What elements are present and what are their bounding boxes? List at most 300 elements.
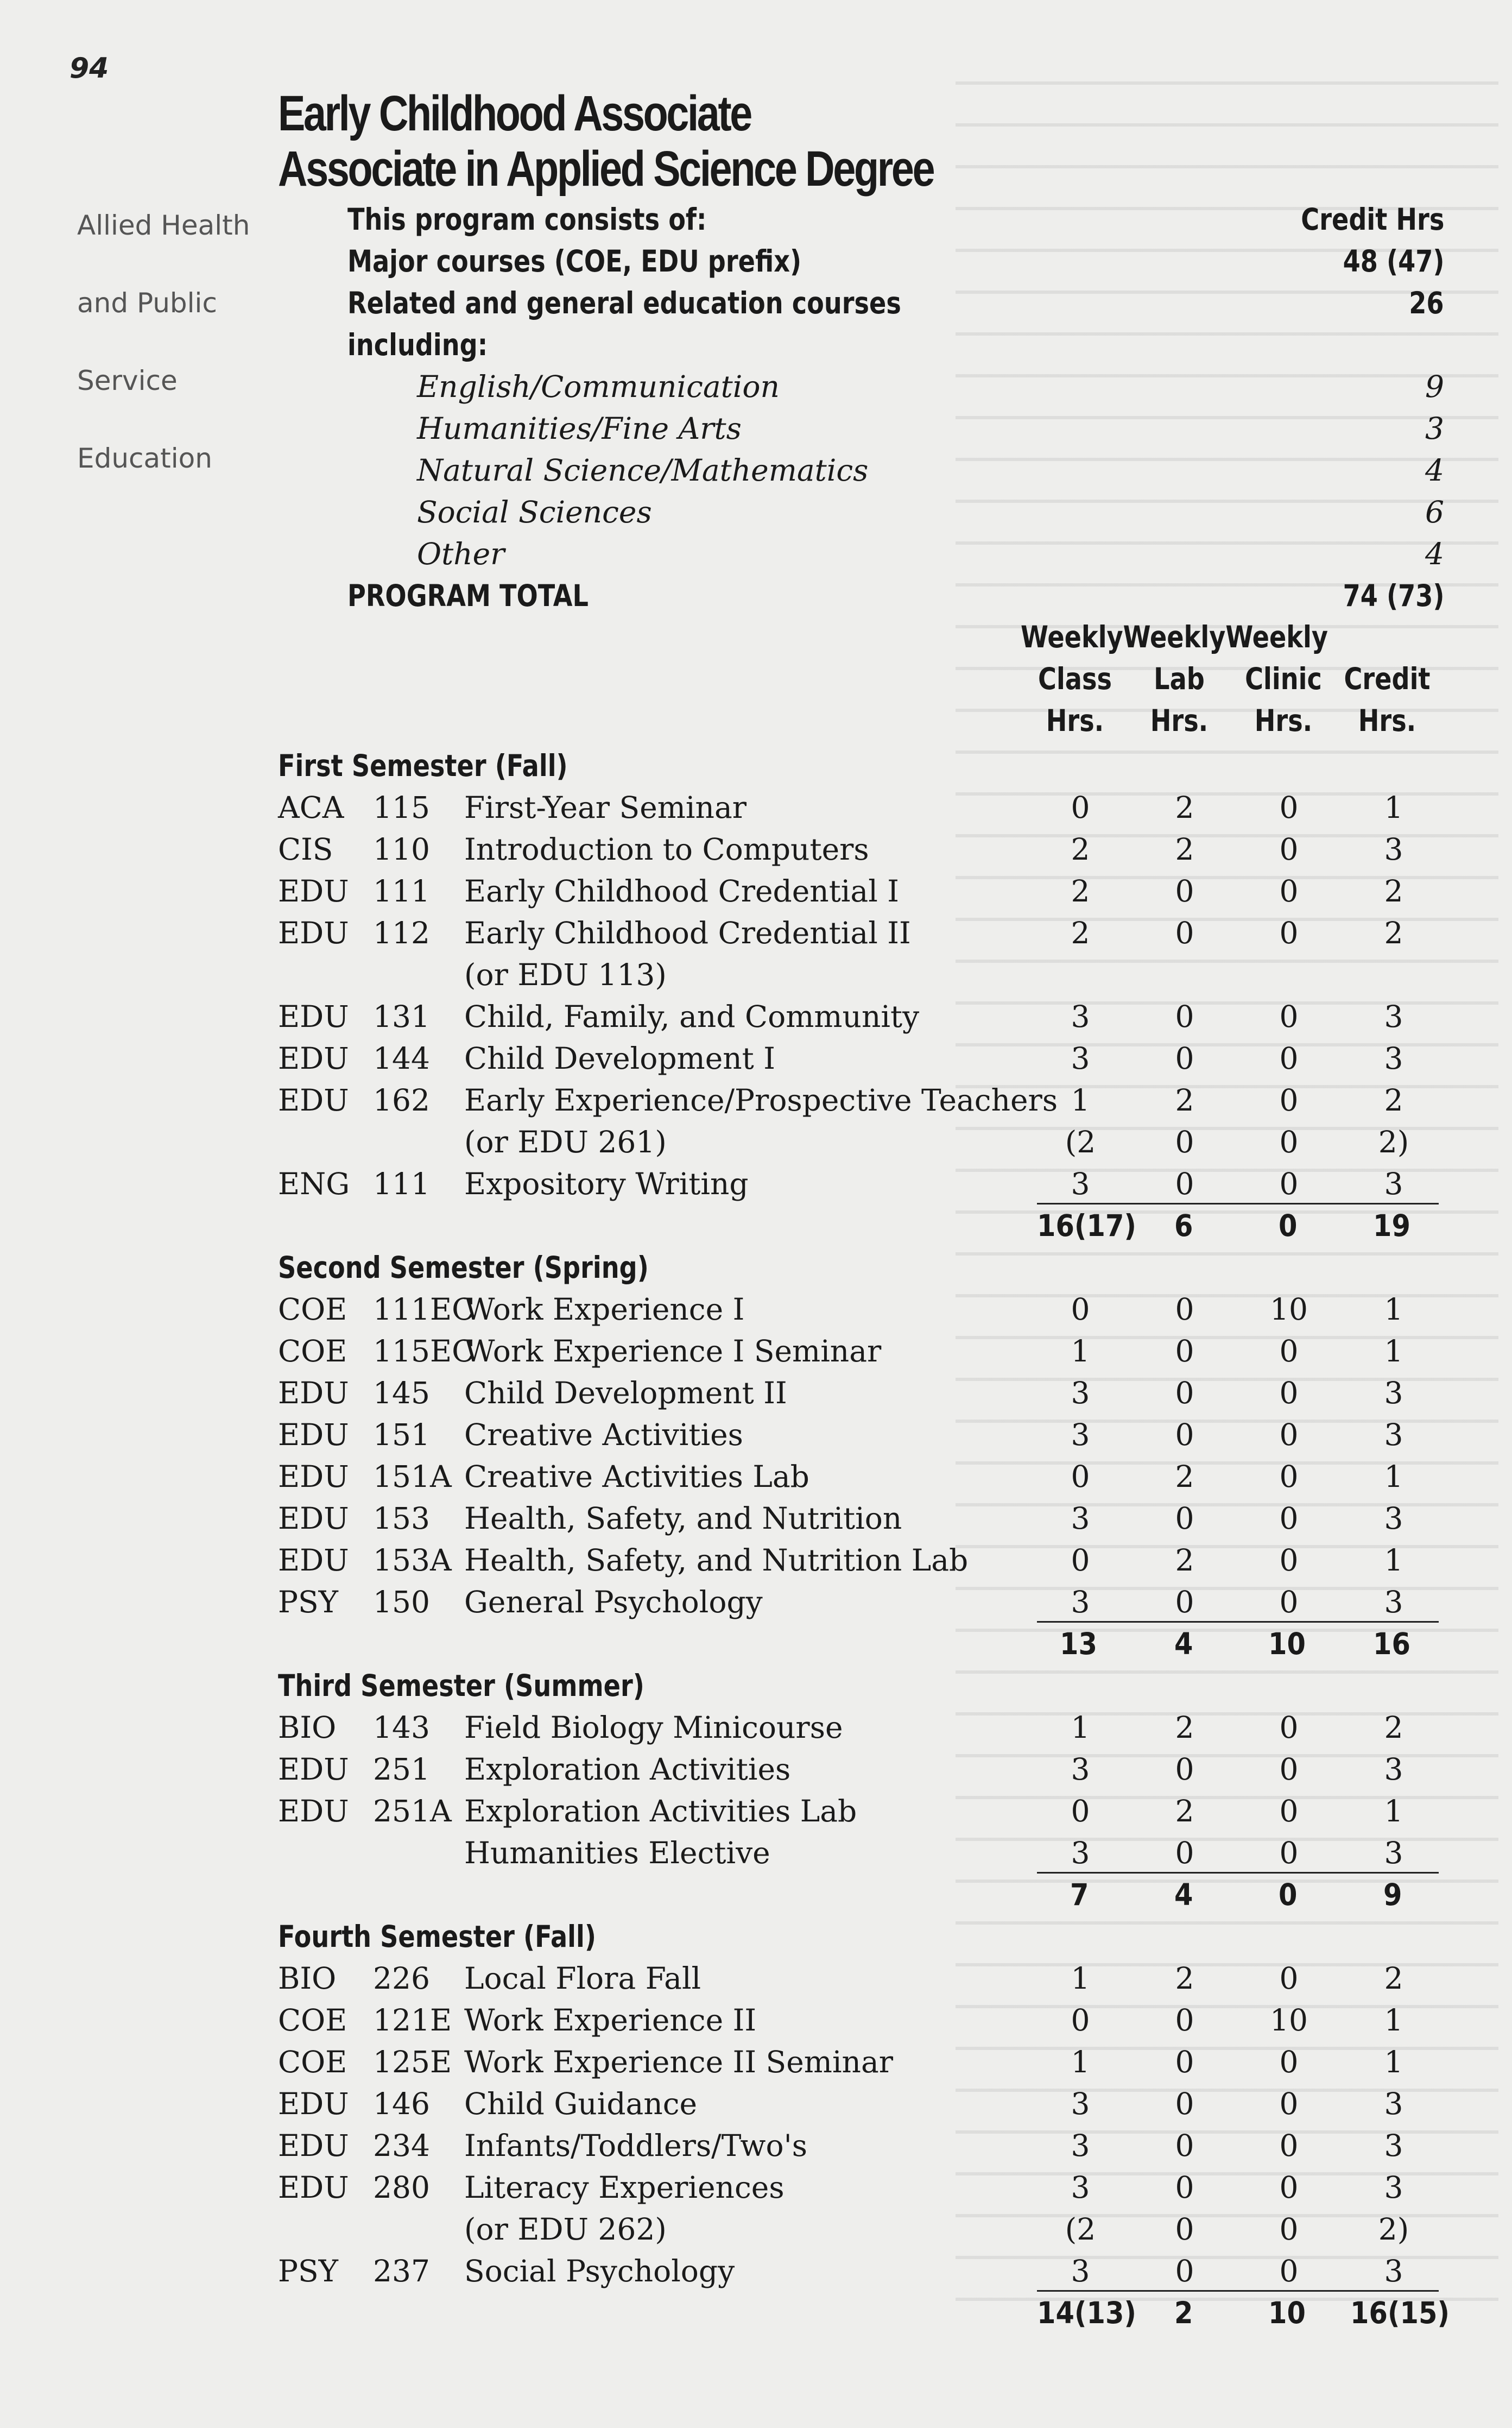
- total-class-hrs-value: 14(13): [1037, 2295, 1137, 2330]
- course-number: 251A: [373, 1794, 452, 1828]
- class-hrs: 1: [1071, 1083, 1090, 1118]
- lab-hrs: 2: [1175, 1794, 1194, 1828]
- class-hrs: 2: [1071, 832, 1090, 867]
- lab-hrs: 0: [1175, 2128, 1194, 2163]
- page-number: 94: [69, 52, 109, 85]
- course-row: [278, 1498, 1462, 1540]
- lab-hrs: 2: [1175, 1710, 1194, 1745]
- clinic-hrs-header: Hrs.: [1254, 703, 1313, 738]
- course-number: 153: [373, 1501, 430, 1536]
- class-hrs: 0: [1071, 1459, 1090, 1494]
- total-class-hrs: [1037, 2292, 1137, 2334]
- course-prefix: PSY: [278, 1585, 338, 1619]
- total-clinic-hrs: [1245, 2292, 1332, 2334]
- including-label: including:: [347, 327, 488, 362]
- credit-hrs: 2: [1384, 1961, 1403, 1996]
- class-hrs: 3: [1071, 1166, 1090, 1201]
- column-header-row-3: [1021, 700, 1444, 742]
- course-title: First-Year Seminar: [464, 790, 747, 825]
- course-number: 111: [373, 874, 430, 909]
- semester-block: [278, 1665, 1462, 1916]
- course-title: Work Experience II Seminar: [464, 2045, 894, 2079]
- category-label: Social Sciences: [417, 495, 652, 529]
- total-lab-hrs-value: 4: [1174, 1877, 1193, 1912]
- category-value: 6: [1425, 495, 1444, 529]
- course-row: [278, 1707, 1462, 1749]
- course-number: 251: [373, 1752, 430, 1787]
- credit-hrs: 3: [1384, 2128, 1403, 2163]
- title-line-2: Associate in Applied Science Degree: [278, 141, 934, 197]
- course-prefix: BIO: [278, 1961, 337, 1996]
- course-row: [278, 1414, 1462, 1456]
- total-clinic-hrs-value: 0: [1278, 1208, 1298, 1243]
- clinic-hrs: 0: [1279, 1752, 1299, 1787]
- course-row: [278, 2041, 1462, 2083]
- class-hrs: (2: [1065, 1125, 1096, 1159]
- class-hrs: 3: [1071, 2170, 1090, 2205]
- summary-including-row: [347, 324, 1444, 366]
- program-total-label: PROGRAM TOTAL: [347, 578, 589, 613]
- total-credit-hrs-value: 16: [1372, 1626, 1410, 1661]
- semester-totals-row: [278, 1623, 1462, 1665]
- clinic-hrs: 0: [1279, 1585, 1299, 1619]
- clinic-hrs: 0: [1279, 1041, 1299, 1076]
- course-row: [278, 996, 1462, 1038]
- clinic-hrs: 0: [1279, 1125, 1299, 1159]
- course-number: 112: [373, 916, 430, 950]
- course-title: Early Childhood Credential I: [464, 874, 899, 909]
- course-prefix: EDU: [278, 1041, 349, 1076]
- course-number: 125E: [373, 2045, 452, 2079]
- clinic-hrs: 0: [1279, 2212, 1299, 2247]
- totals-rule: [1037, 1621, 1439, 1623]
- section-sidebar: [77, 187, 250, 497]
- total-clinic-hrs: [1245, 1874, 1332, 1916]
- course-prefix: EDU: [278, 2086, 349, 2121]
- summary-major-row: [347, 241, 1444, 282]
- course-prefix: PSY: [278, 2254, 338, 2288]
- lab-hrs: 0: [1175, 1752, 1194, 1787]
- class-hrs: 3: [1071, 1501, 1090, 1536]
- course-number: 131: [373, 999, 430, 1034]
- total-class-hrs-value: 13: [1059, 1626, 1097, 1661]
- class-hrs: 3: [1071, 2128, 1090, 2163]
- credit-hrs: 3: [1384, 1417, 1403, 1452]
- course-title: Creative Activities Lab: [464, 1459, 809, 1494]
- class-hrs: 3: [1071, 1376, 1090, 1410]
- credit-hrs: 2: [1384, 874, 1403, 909]
- course-title: Field Biology Minicourse: [464, 1710, 843, 1745]
- credit-hrs: 3: [1384, 832, 1403, 867]
- course-title: Early Experience/Prospective Teachers: [464, 1083, 1058, 1118]
- clinic-hrs: 0: [1279, 790, 1299, 825]
- total-clinic-hrs: [1245, 1623, 1332, 1665]
- class-hrs: 1: [1071, 1961, 1090, 1996]
- category-value: 3: [1425, 411, 1444, 446]
- course-title: Humanities Elective: [464, 1836, 770, 1870]
- course-row: [278, 2125, 1462, 2167]
- course-row: [278, 2083, 1462, 2125]
- clinic-hrs: 0: [1279, 2045, 1299, 2079]
- course-prefix: COE: [278, 1334, 347, 1368]
- credit-hrs: 1: [1384, 1334, 1403, 1368]
- category-row: [347, 450, 1444, 491]
- class-hrs: 0: [1071, 1543, 1090, 1578]
- clinic-hrs: 0: [1279, 2086, 1299, 2121]
- total-class-hrs: [1037, 1205, 1137, 1247]
- course-number: 150: [373, 1585, 430, 1619]
- summary-intro-row: [347, 199, 1444, 241]
- course-prefix: COE: [278, 2003, 347, 2038]
- weekly-header: WeeklyWeeklyWeekly: [1021, 620, 1328, 654]
- clinic-hrs: 0: [1279, 2170, 1299, 2205]
- course-title: Work Experience I Seminar: [464, 1334, 882, 1368]
- course-title: Creative Activities: [464, 1417, 743, 1452]
- course-prefix: ACA: [278, 790, 344, 825]
- course-row: [278, 2167, 1462, 2209]
- course-row: [278, 829, 1462, 871]
- course-row: [278, 1790, 1462, 1832]
- course-prefix: EDU: [278, 1376, 349, 1410]
- course-number: 234: [373, 2128, 430, 2163]
- lab-hrs: 0: [1175, 916, 1194, 950]
- clinic-hrs: 0: [1279, 1166, 1299, 1201]
- credit-hrs-header: Credit Hrs: [1300, 202, 1444, 237]
- class-hrs: 2: [1071, 916, 1090, 950]
- total-credit-hrs: [1350, 2292, 1450, 2334]
- clinic-hrs: 0: [1279, 1501, 1299, 1536]
- total-credit-hrs-value: 9: [1383, 1877, 1402, 1912]
- clinic-hrs: 0: [1279, 1083, 1299, 1118]
- sidebar-line: Allied Health: [77, 210, 250, 241]
- total-class-hrs-value: 7: [1070, 1877, 1089, 1912]
- class-hrs: 2: [1071, 874, 1090, 909]
- total-class-hrs: [1037, 1623, 1124, 1665]
- class-hrs: 0: [1071, 790, 1090, 825]
- total-credit-hrs-value: 16(15): [1350, 2295, 1450, 2330]
- total-credit-hrs: [1350, 1205, 1437, 1247]
- program-total-row: [347, 575, 1444, 617]
- clinic-hrs: 0: [1279, 1334, 1299, 1368]
- lab-header: Lab: [1154, 661, 1205, 696]
- class-hrs: 3: [1071, 2254, 1090, 2288]
- total-credit-hrs: [1350, 1623, 1437, 1665]
- class-hrs: 1: [1071, 2045, 1090, 2079]
- course-row: [278, 1958, 1462, 2000]
- category-row: [347, 408, 1444, 450]
- major-value: 48 (47): [1343, 244, 1444, 279]
- clinic-hrs: 10: [1270, 2003, 1308, 2038]
- course-row: [278, 1330, 1462, 1372]
- total-credit-hrs-value: 19: [1372, 1208, 1410, 1243]
- clinic-hrs: 0: [1279, 999, 1299, 1034]
- clinic-hrs: 0: [1279, 1459, 1299, 1494]
- lab-hrs: 0: [1175, 1501, 1194, 1536]
- semester-block: [278, 1247, 1462, 1665]
- course-number: 144: [373, 1041, 430, 1076]
- total-lab-hrs: [1141, 2292, 1228, 2334]
- class-hrs: 0: [1071, 1292, 1090, 1327]
- credit-hrs: 1: [1384, 2003, 1403, 2038]
- total-clinic-hrs-value: 10: [1268, 2295, 1306, 2330]
- course-title: Health, Safety, and Nutrition Lab: [464, 1543, 969, 1578]
- clinic-header: Clinic: [1245, 661, 1322, 696]
- clinic-hrs: 0: [1279, 1417, 1299, 1452]
- course-prefix: EDU: [278, 1417, 349, 1452]
- course-row: [278, 1540, 1462, 1581]
- class-hrs: 0: [1071, 2003, 1090, 2038]
- course-prefix: EDU: [278, 999, 349, 1034]
- course-number: 153A: [373, 1543, 452, 1578]
- class-hrs: 1: [1071, 1710, 1090, 1745]
- lab-hrs: 0: [1175, 2254, 1194, 2288]
- credit-hrs: 2: [1384, 1083, 1403, 1118]
- summary-related-row: [347, 282, 1444, 324]
- course-prefix: EDU: [278, 1543, 349, 1578]
- course-row: [278, 1456, 1462, 1498]
- lab-hrs: 0: [1175, 2086, 1194, 2121]
- credit-hrs: 3: [1384, 2170, 1403, 2205]
- credit-hrs-col-header: Hrs.: [1358, 703, 1416, 738]
- column-header-row-2: [1021, 658, 1444, 700]
- semester-title: [278, 745, 1462, 787]
- total-lab-hrs-value: 6: [1174, 1208, 1193, 1243]
- course-row: [278, 912, 1462, 954]
- lab-hrs: 2: [1175, 1459, 1194, 1494]
- sidebar-line: and Public: [77, 287, 217, 319]
- total-lab-hrs: [1141, 1205, 1228, 1247]
- course-title: Literacy Experiences: [464, 2170, 785, 2205]
- total-credit-hrs: [1350, 1874, 1437, 1916]
- course-row: [278, 1372, 1462, 1414]
- program-total-value: 74 (73): [1343, 578, 1444, 613]
- course-number: 280: [373, 2170, 430, 2205]
- course-title: Introduction to Computers: [464, 832, 869, 867]
- course-row: [278, 1163, 1462, 1205]
- credit-hrs: 3: [1384, 1041, 1403, 1076]
- lab-hrs: 2: [1175, 832, 1194, 867]
- sidebar-line: Education: [77, 443, 212, 474]
- total-class-hrs: [1037, 1874, 1124, 1916]
- column-headers: [1021, 616, 1444, 742]
- credit-hrs: 1: [1384, 1459, 1403, 1494]
- course-number: 151A: [373, 1459, 452, 1494]
- credit-hrs: 3: [1384, 1752, 1403, 1787]
- class-hrs: 3: [1071, 1585, 1090, 1619]
- course-number: 145: [373, 1376, 430, 1410]
- semester-title: [278, 1916, 1462, 1958]
- major-label: Major courses (COE, EDU prefix): [347, 244, 802, 279]
- category-label: Humanities/Fine Arts: [417, 411, 742, 446]
- summary-intro: This program consists of:: [347, 202, 707, 237]
- clinic-hrs: 0: [1279, 1961, 1299, 1996]
- category-value: 9: [1425, 369, 1444, 404]
- credit-hrs: 3: [1384, 999, 1403, 1034]
- class-hrs: 3: [1071, 999, 1090, 1034]
- course-row: [278, 787, 1462, 829]
- course-prefix: EDU: [278, 1794, 349, 1828]
- sidebar-line: Service: [77, 365, 178, 396]
- class-hrs: 3: [1071, 1752, 1090, 1787]
- lab-hrs: 2: [1175, 1543, 1194, 1578]
- clinic-hrs: 0: [1279, 874, 1299, 909]
- course-title: (or EDU 261): [464, 1125, 667, 1159]
- course-row: [278, 1038, 1462, 1080]
- credit-hrs: 1: [1384, 1292, 1403, 1327]
- lab-hrs: 0: [1175, 1125, 1194, 1159]
- course-row: [278, 871, 1462, 912]
- course-title: Expository Writing: [464, 1166, 749, 1201]
- course-row: [278, 1832, 1462, 1874]
- credit-hrs: 3: [1384, 2086, 1403, 2121]
- totals-rule: [1037, 1872, 1439, 1874]
- course-title: Child Development II: [464, 1376, 787, 1410]
- course-prefix: EDU: [278, 2128, 349, 2163]
- semester-title-text: First Semester (Fall): [278, 748, 568, 783]
- category-label: Natural Science/Mathematics: [417, 453, 869, 488]
- title-line-1: Early Childhood Associate: [278, 86, 751, 141]
- clinic-hrs: 0: [1279, 1836, 1299, 1870]
- course-title: Exploration Activities: [464, 1752, 791, 1787]
- course-row: [278, 2209, 1462, 2250]
- clinic-hrs: 0: [1279, 832, 1299, 867]
- course-prefix: EDU: [278, 1459, 349, 1494]
- totals-rule: [1037, 2290, 1439, 2292]
- clinic-hrs: 0: [1279, 1710, 1299, 1745]
- course-title: Infants/Toddlers/Two's: [464, 2128, 807, 2163]
- course-number: 151: [373, 1417, 430, 1452]
- course-schedule: [278, 745, 1462, 2334]
- column-header-row-1: [1021, 616, 1444, 658]
- category-row: [347, 366, 1444, 408]
- course-row: [278, 1581, 1462, 1623]
- lab-hrs: 0: [1175, 1041, 1194, 1076]
- class-hrs: 3: [1071, 2086, 1090, 2121]
- course-prefix: EDU: [278, 1083, 349, 1118]
- related-value: 26: [1409, 286, 1444, 320]
- course-title: Work Experience II: [464, 2003, 757, 2038]
- course-title: (or EDU 262): [464, 2212, 667, 2247]
- category-row: [347, 491, 1444, 533]
- credit-hrs: 2: [1384, 916, 1403, 950]
- semester-block: [278, 745, 1462, 1247]
- lab-hrs: 2: [1175, 1961, 1194, 1996]
- clinic-hrs: 10: [1270, 1292, 1308, 1327]
- course-title: Child Guidance: [464, 2086, 698, 2121]
- course-title: Work Experience I: [464, 1292, 745, 1327]
- semester-totals-row: [278, 1205, 1462, 1247]
- course-number: 162: [373, 1083, 430, 1118]
- course-number: 143: [373, 1710, 430, 1745]
- class-hrs: 0: [1071, 1794, 1090, 1828]
- course-number: 115: [373, 790, 430, 825]
- course-number: 115EC: [373, 1334, 475, 1368]
- course-title: Child Development I: [464, 1041, 775, 1076]
- semester-title-text: Second Semester (Spring): [278, 1250, 649, 1285]
- clinic-hrs: 0: [1279, 2128, 1299, 2163]
- class-hrs: 1: [1071, 1334, 1090, 1368]
- semester-totals-row: [278, 1874, 1462, 1916]
- lab-hrs-header: Hrs.: [1150, 703, 1209, 738]
- class-hrs: (2: [1065, 2212, 1096, 2247]
- lab-hrs: 0: [1175, 2003, 1194, 2038]
- course-prefix: ENG: [278, 1166, 350, 1201]
- lab-hrs: 0: [1175, 1334, 1194, 1368]
- course-title: Local Flora Fall: [464, 1961, 701, 1996]
- course-number: 110: [373, 832, 430, 867]
- related-label: Related and general education courses: [347, 286, 901, 320]
- course-number: 111EC: [373, 1292, 475, 1327]
- totals-rule: [1037, 1203, 1439, 1204]
- course-prefix: EDU: [278, 2170, 349, 2205]
- clinic-hrs: 0: [1279, 916, 1299, 950]
- course-title: Child, Family, and Community: [464, 999, 920, 1034]
- class-hrs: 3: [1071, 1836, 1090, 1870]
- clinic-hrs: 0: [1279, 1543, 1299, 1578]
- course-prefix: EDU: [278, 874, 349, 909]
- credit-hrs: 2): [1378, 1125, 1409, 1159]
- total-lab-hrs-value: 4: [1174, 1626, 1193, 1661]
- lab-hrs: 0: [1175, 1417, 1194, 1452]
- credit-hrs: 2: [1384, 1710, 1403, 1745]
- credit-hrs: 3: [1384, 1501, 1403, 1536]
- category-value: 4: [1425, 453, 1444, 488]
- course-title: Early Childhood Credential II: [464, 916, 911, 950]
- course-number: 111: [373, 1166, 430, 1201]
- clinic-hrs: 0: [1279, 1794, 1299, 1828]
- clinic-hrs: 0: [1279, 2254, 1299, 2288]
- credit-hrs: 1: [1384, 790, 1403, 825]
- class-hrs-header: Hrs.: [1046, 703, 1104, 738]
- course-prefix: CIS: [278, 832, 333, 867]
- lab-hrs: 2: [1175, 790, 1194, 825]
- course-prefix: EDU: [278, 1752, 349, 1787]
- course-prefix: EDU: [278, 1501, 349, 1536]
- category-value: 4: [1425, 537, 1444, 571]
- course-number: 237: [373, 2254, 430, 2288]
- class-header: Class: [1038, 661, 1112, 696]
- credit-hrs: 2): [1378, 2212, 1409, 2247]
- course-prefix: COE: [278, 2045, 347, 2079]
- course-title: (or EDU 113): [464, 957, 667, 992]
- course-title: General Psychology: [464, 1585, 763, 1619]
- semester-block: [278, 1916, 1462, 2334]
- credit-hrs: 3: [1384, 2254, 1403, 2288]
- course-row: [278, 1080, 1462, 1121]
- semester-title: [278, 1665, 1462, 1707]
- lab-hrs: 2: [1175, 1083, 1194, 1118]
- total-class-hrs-value: 16(17): [1037, 1208, 1137, 1243]
- lab-hrs: 0: [1175, 1836, 1194, 1870]
- course-prefix: BIO: [278, 1710, 337, 1745]
- course-number: 121E: [373, 2003, 452, 2038]
- lab-hrs: 0: [1175, 874, 1194, 909]
- credit-hrs: 3: [1384, 1585, 1403, 1619]
- course-row: [278, 2250, 1462, 2292]
- semester-totals-row: [278, 2292, 1462, 2334]
- credit-hrs: 1: [1384, 1794, 1403, 1828]
- course-row: [278, 954, 1462, 996]
- credit-hrs: 3: [1384, 1166, 1403, 1201]
- course-row: [278, 1121, 1462, 1163]
- credit-hrs: 3: [1384, 1376, 1403, 1410]
- semester-title-text: Fourth Semester (Fall): [278, 1919, 596, 1954]
- credit-header: Credit: [1344, 661, 1431, 696]
- lab-hrs: 0: [1175, 999, 1194, 1034]
- class-hrs: 3: [1071, 1041, 1090, 1076]
- page-title: [278, 86, 1077, 197]
- total-clinic-hrs: [1245, 1205, 1332, 1247]
